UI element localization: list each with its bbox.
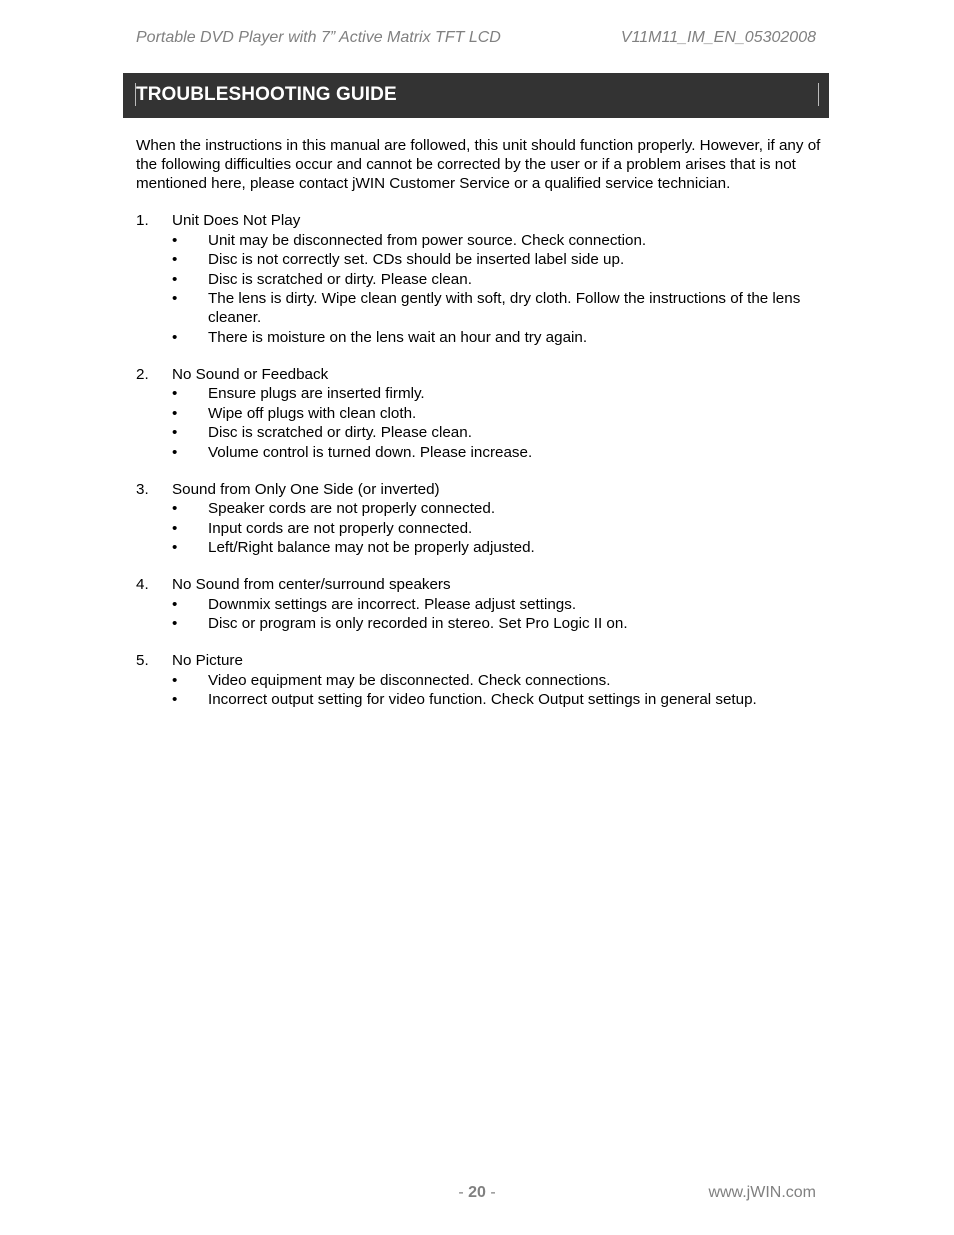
header-document-code: V11M11_IM_EN_05302008: [620, 29, 816, 46]
bullet-text: Input cords are not properly connected.: [208, 519, 473, 537]
bullet-icon: •: [172, 691, 178, 708]
bullet-text: The lens is dirty. Wipe clean gently with soft, dry cloth. Follow the instructions of the lens cleaner.: [208, 290, 801, 326]
bullet-icon: •: [172, 519, 178, 537]
bullet-list: [136, 499, 826, 557]
bullet-list: [136, 384, 826, 462]
list-item: [136, 404, 826, 423]
section-number: 5.: [136, 652, 149, 669]
bullet-text: Left/Right balance may not be properly adjusted.: [208, 539, 535, 556]
bullet-icon: •: [172, 231, 178, 249]
bullet-list: [136, 231, 826, 347]
bullet-list: [136, 671, 826, 710]
section-number: 2.: [136, 365, 149, 383]
bullet-icon: •: [172, 328, 178, 346]
intro-paragraph: When the instructions in this manual are followed, this unit should function properly. However, if any of the following difficulties occur and cannot be corrected by the user or if a problem arises that is not mentioned here, please contact jWIN Customer Service or a qualified service technician.: [136, 137, 821, 192]
list-item: [136, 499, 826, 518]
list-item: [136, 328, 826, 347]
list-item: [136, 443, 826, 462]
list-item: [136, 671, 826, 690]
bullet-text: Unit may be disconnected from power source. Check connection.: [208, 231, 647, 249]
bullet-icon: •: [172, 385, 178, 402]
page-number-value: 20: [468, 1184, 486, 1201]
section-heading: [136, 651, 826, 671]
section-title: No Sound or Feedback: [172, 365, 329, 383]
list-item: [136, 270, 826, 289]
section-heading: [136, 365, 826, 385]
bullet-text: Video equipment may be disconnected. Check connections.: [208, 671, 611, 689]
page-title: TROUBLESHOOTING GUIDE: [136, 84, 397, 105]
bullet-icon: •: [172, 270, 178, 288]
bullet-icon: •: [172, 290, 178, 307]
bullet-text: There is moisture on the lens wait an hour and try again.: [208, 328, 588, 346]
list-item: [136, 384, 826, 403]
bullet-icon: •: [172, 539, 178, 556]
section-heading: [136, 211, 826, 231]
main-content: [136, 136, 826, 727]
header-product-title: Portable DVD Player with 7” Active Matrix TFT LCD: [136, 29, 501, 46]
page-number-prefix: -: [458, 1184, 469, 1201]
bullet-text: Disc is scratched or dirty. Please clean.: [208, 424, 472, 441]
troubleshooting-section: [136, 480, 826, 558]
troubleshooting-section: [136, 365, 826, 462]
troubleshooting-list: [136, 211, 826, 709]
bullet-text: Disc or program is only recorded in stereo. Set Pro Logic II on.: [208, 615, 628, 632]
bullet-icon: •: [172, 595, 178, 613]
troubleshooting-section: [136, 651, 826, 709]
section-banner: [123, 73, 829, 118]
section-heading: [136, 575, 826, 595]
bullet-list: [136, 595, 826, 634]
troubleshooting-section: [136, 211, 826, 347]
section-title: Unit Does Not Play: [172, 212, 301, 229]
list-item: [136, 614, 826, 633]
section-title: Sound from Only One Side (or inverted): [172, 480, 440, 498]
bullet-text: Disc is not correctly set. CDs should be inserted label side up.: [208, 251, 625, 268]
bullet-text: Wipe off plugs with clean cloth.: [208, 404, 417, 422]
section-heading: [136, 480, 826, 500]
bullet-icon: •: [172, 500, 178, 517]
section-title: No Sound from center/surround speakers: [172, 576, 451, 593]
bullet-icon: •: [172, 404, 178, 422]
bullet-text: Ensure plugs are inserted firmly.: [208, 385, 425, 402]
bullet-text: Incorrect output setting for video function. Check Output settings in general setup.: [208, 691, 757, 708]
list-item: [136, 519, 826, 538]
troubleshooting-section: [136, 575, 826, 633]
bullet-icon: •: [172, 251, 178, 268]
list-item: [136, 595, 826, 614]
footer-url: www.jWIN.com: [708, 1184, 816, 1201]
bullet-text: Downmix settings are incorrect. Please adjust settings.: [208, 595, 577, 613]
bullet-icon: •: [172, 424, 178, 441]
bullet-icon: •: [172, 615, 178, 632]
list-item: [136, 231, 826, 250]
bullet-text: Speaker cords are not properly connected.: [208, 500, 496, 517]
section-title: No Picture: [172, 652, 243, 669]
bullet-text: Disc is scratched or dirty. Please clean.: [208, 270, 472, 288]
bullet-icon: •: [172, 443, 178, 461]
list-item: [136, 250, 826, 269]
list-item: [136, 690, 826, 709]
bullet-icon: •: [172, 671, 178, 689]
page-number-suffix: -: [485, 1184, 496, 1201]
bullet-text: Volume control is turned down. Please increase.: [208, 443, 533, 461]
list-item: [136, 423, 826, 442]
section-number: 4.: [136, 576, 149, 593]
section-number: 1.: [136, 212, 149, 229]
list-item: [136, 538, 826, 557]
list-item: [136, 289, 826, 327]
section-number: 3.: [136, 480, 149, 498]
